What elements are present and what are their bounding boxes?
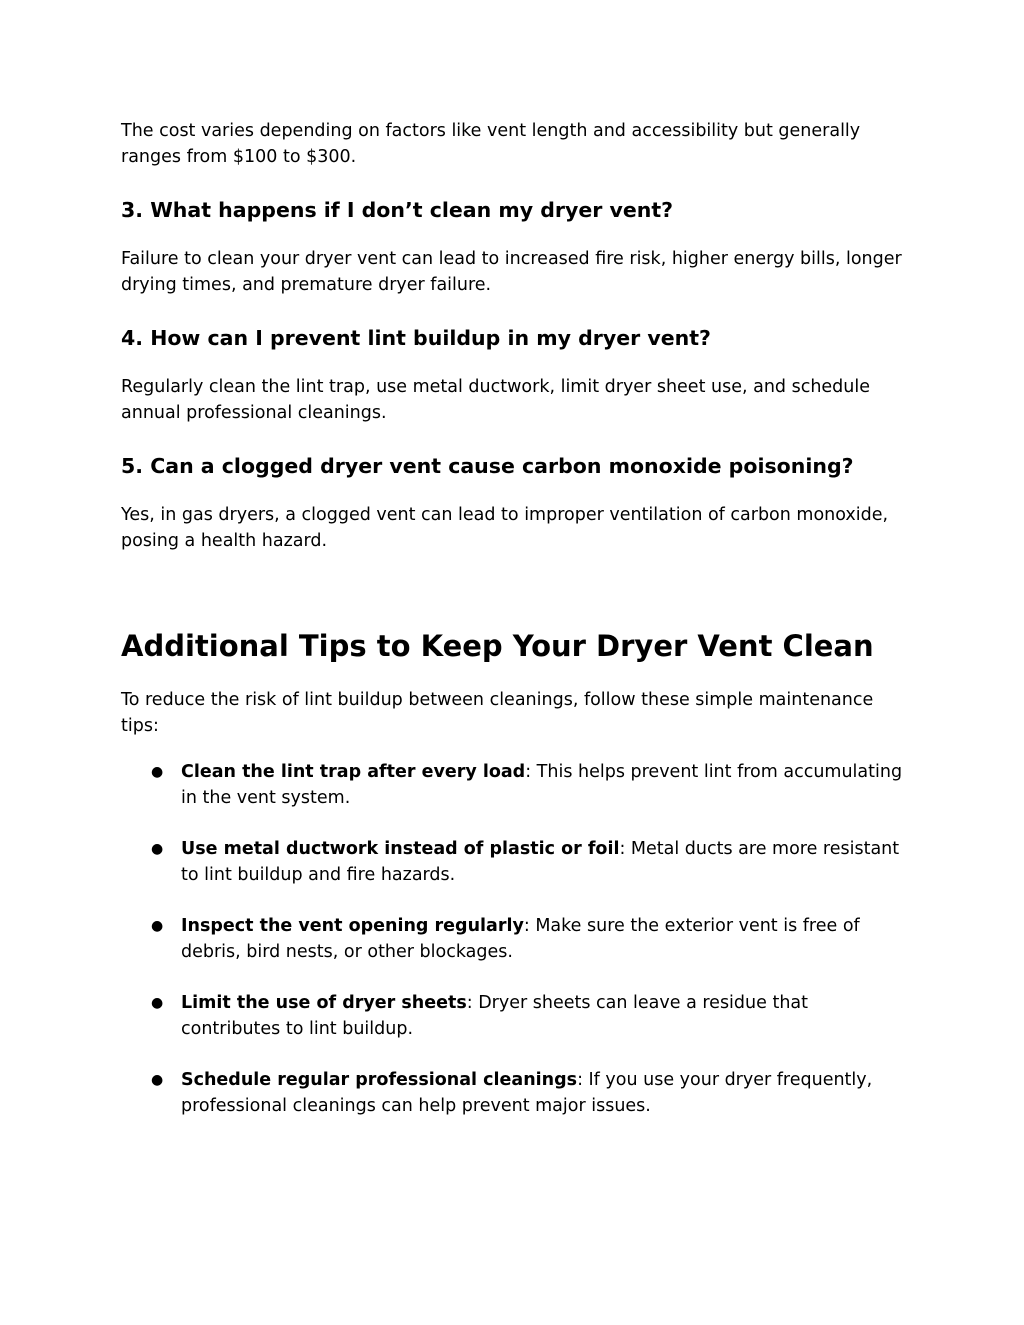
list-item: [121, 913, 911, 965]
tip-bold-label: Use metal ductwork instead of plastic or foil: [181, 839, 620, 859]
faq-question-5: 5. Can a clogged dryer vent cause carbon monoxide poisoning?: [121, 454, 854, 478]
tip-bold-label: Schedule regular professional cleanings: [181, 1070, 578, 1090]
tips-list: [121, 759, 911, 1119]
bullet-icon: ●: [151, 1072, 164, 1088]
list-item: [121, 990, 911, 1042]
tip-text: : Metal ducts are more resistant to lint buildup and fire hazards.: [181, 839, 900, 885]
faq-question-4: 4. How can I prevent lint buildup in my dryer vent?: [121, 326, 711, 350]
tip-bold-label: Limit the use of dryer sheets: [181, 993, 467, 1013]
tip-text: : If you use your dryer frequently, professional cleanings can help prevent major issues.: [181, 1070, 873, 1116]
list-item: [121, 1067, 911, 1119]
faq-answer-2: The cost varies depending on factors like vent length and accessibility but generally ranges from $100 to $300.: [121, 121, 861, 167]
tip-bold-label: Inspect the vent opening regularly: [181, 916, 524, 936]
bullet-icon: ●: [151, 764, 164, 780]
list-item: [121, 759, 911, 811]
bullet-icon: ●: [151, 918, 164, 934]
section-intro: To reduce the risk of lint buildup between cleanings, follow these simple maintenance tips:: [121, 690, 874, 736]
faq-answer-3: Failure to clean your dryer vent can lead to increased fire risk, higher energy bills, longer drying times, and premature dryer failure.: [121, 249, 902, 295]
list-item: [121, 836, 911, 888]
document-page: [121, 118, 911, 1119]
tip-bold-label: Clean the lint trap after every load: [181, 762, 526, 782]
faq-answer-4: Regularly clean the lint trap, use metal ductwork, limit dryer sheet use, and schedule annual professional cleanings.: [121, 377, 871, 423]
section-title: Additional Tips to Keep Your Dryer Vent Clean: [121, 629, 874, 663]
faq-answer-5: Yes, in gas dryers, a clogged vent can lead to improper ventilation of carbon monoxide, posing a health hazard.: [121, 505, 889, 551]
tip-text: : Make sure the exterior vent is free of debris, bird nests, or other blockages.: [181, 916, 860, 962]
bullet-icon: ●: [151, 995, 164, 1011]
bullet-icon: ●: [151, 841, 164, 857]
tip-text: : Dryer sheets can leave a residue that contributes to lint buildup.: [181, 993, 808, 1039]
faq-question-3: 3. What happens if I don’t clean my dryer vent?: [121, 198, 674, 222]
tip-text: : This helps prevent lint from accumulating in the vent system.: [181, 762, 903, 808]
